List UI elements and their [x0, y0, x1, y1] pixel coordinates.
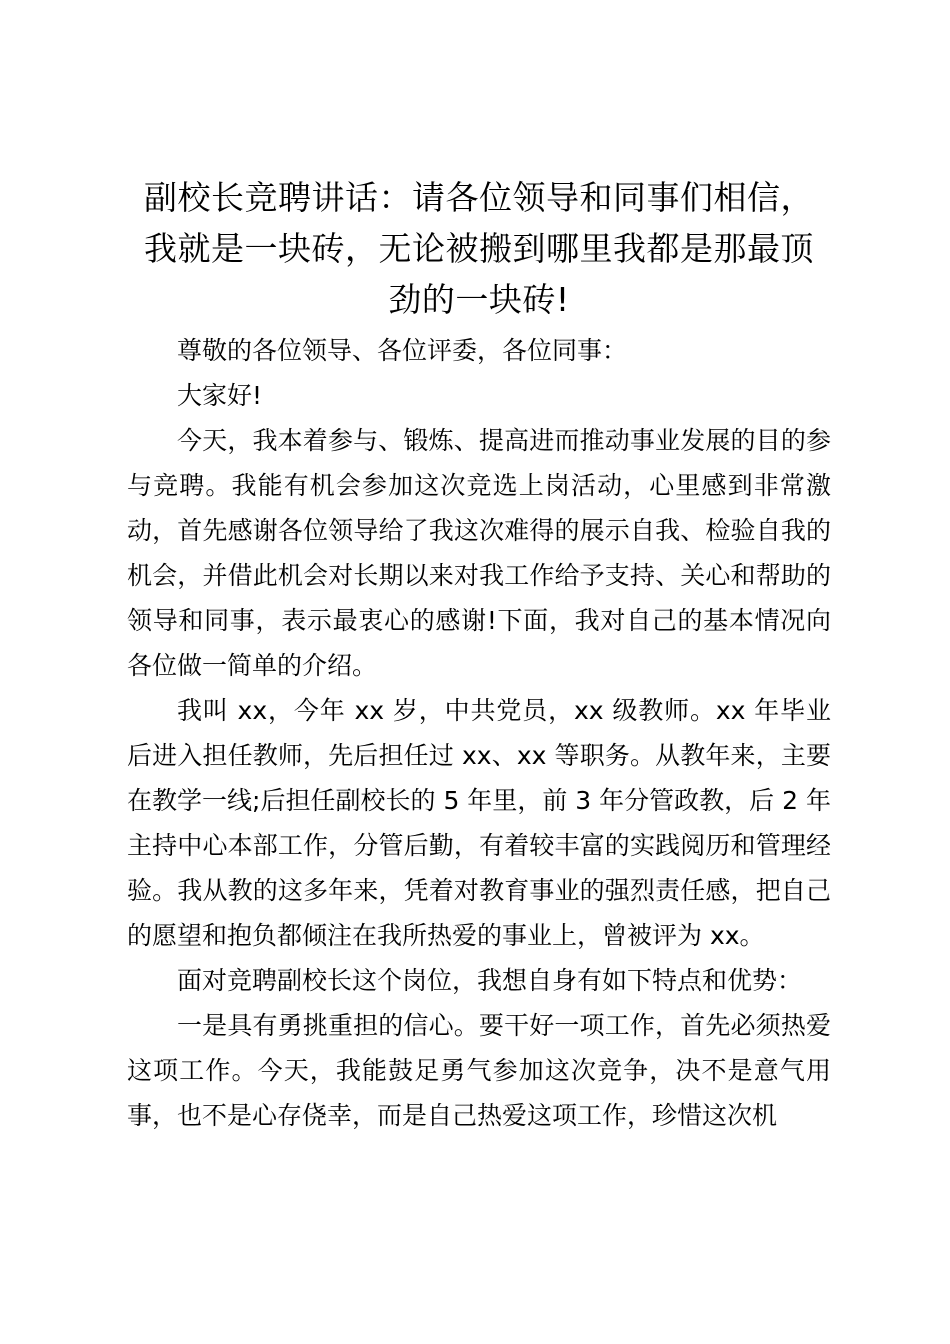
document-title	[127, 172, 831, 325]
salutation: 尊敬的各位领导、各位评委，各位同事：	[177, 336, 628, 365]
greeting: 大家好!	[177, 381, 263, 410]
body-paragraph: 面对竞聘副校长这个岗位，我想自身有如下特点和优势：	[177, 966, 803, 995]
document-page	[127, 172, 831, 1138]
body-paragraph: 我叫 xx，今年 xx 岁，中共党员，xx 级教师。xx 年毕业后进入担任教师，先后担任过 xx、xx 等职务。从教年来，主要在教学一线;后担任副校长的 5 年里，前 3 年分管政教，后 2 年主持中心本部工作，分管后勤，有着较丰富的实践阅历和管理经验。我从教的这多年来，凭着对教育事业的强烈责任感，把自己的愿望和抱负都倾注在我所热爱的事业上，曾被评为 xx。	[127, 696, 831, 950]
title-line: 副校长竞聘讲话：请各位领导和同事们相信，	[144, 178, 814, 217]
body-paragraph: 今天，我本着参与、锻炼、提高进而推动事业发展的目的参与竞聘。我能有机会参加这次竞选上岗活动，心里感到非常激动，首先感谢各位领导给了我这次难得的展示自我、检验自我的机会，并借此机会对长期以来对我工作给予支持、关心和帮助的领导和同事，表示最衷心的感谢!下面，我对自己的基本情况向各位做一简单的介绍。	[127, 426, 831, 680]
title-line: 我就是一块砖，无论被搬到哪里我都是那最顶	[144, 229, 814, 268]
title-line: 劲的一块砖!	[388, 280, 570, 319]
body-paragraph: 一是具有勇挑重担的信心。要干好一项工作，首先必须热爱这项工作。今天，我能鼓足勇气参加这次竞争，决不是意气用事，也不是心存侥幸，而是自己热爱这项工作，珍惜这次机	[127, 1011, 831, 1130]
